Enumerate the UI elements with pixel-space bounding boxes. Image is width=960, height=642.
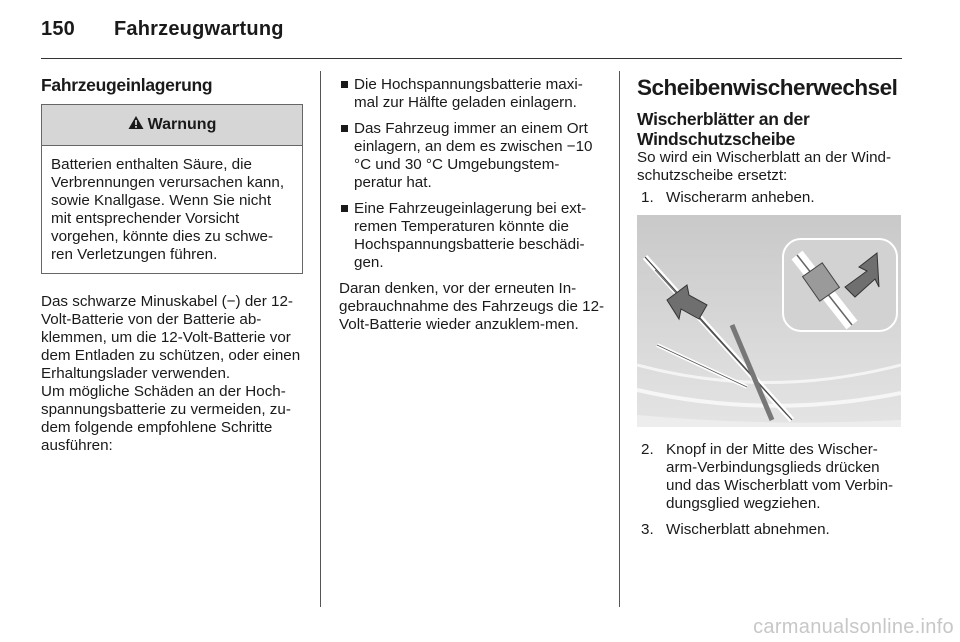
warning-label: Warnung (147, 116, 217, 133)
list-item: Eine Fahrzeugeinlagerung bei ext-remen Temperaturen könnte die Hochspannungsbatterie beschädi-gen. (339, 200, 605, 272)
chapter-title: Fahrzeugwartung (114, 18, 284, 40)
warning-header (42, 105, 302, 146)
list-item: 2. Knopf in der Mitte des Wischer-arm-Verbindungsglieds drücken und das Wischerblatt vom Verbin-dungsglied wegziehen. (641, 441, 894, 512)
list-item: 1. Wischerarm anheben. (641, 189, 815, 206)
list-item: 3. Wischerblatt abnehmen. (641, 521, 830, 538)
column-left (41, 76, 303, 455)
square-bullet-icon (341, 81, 348, 88)
section-title-wiper: Scheibenwischerwechsel (637, 75, 898, 100)
column-middle (339, 76, 605, 334)
list-item: Die Hochspannungsbatterie maxi-mal zur Hälfte geladen einlagern. (339, 76, 605, 112)
watermark: carmanualsonline.info (753, 616, 954, 638)
square-bullet-icon (341, 125, 348, 132)
column-divider-1 (320, 71, 321, 607)
paragraph-minus-cable: Das schwarze Minuskabel (−) der 12-Volt-Batterie von der Batterie ab-klemmen, um die 12-Volt-Batterie vor dem Entladen zu schützen, oder einen Erhaltungslader verwenden. (41, 293, 301, 382)
warning-text: Batterien enthalten Säure, die Verbrennungen verursachen kann, sowie Knallgase. Wenn Sie nicht mit entsprechender Vorsicht vorgehen, könnte dies zu schwe-ren Verletzungen führen. (51, 156, 285, 263)
paragraph-high-voltage: Um mögliche Schäden an der Hoch-spannungsbatterie zu vermeiden, zu-dem folgende empfohlene Schritte ausführen: (41, 383, 291, 454)
wiper-illustration (637, 215, 901, 427)
warning-box (41, 104, 303, 274)
paragraph-reconnect: Daran denken, vor der erneuten In-gebrauchnahme des Fahrzeugs die 12-Volt-Batterie wieder anzuklem-men. (339, 280, 605, 333)
page-number: 150 (41, 18, 75, 40)
list-item: Das Fahrzeug immer an einem Ort einlagern, an dem es zwischen −10 °C und 30 °C Umgebungstem-peratur hat. (339, 120, 605, 192)
steps-list-continued (637, 441, 902, 539)
intro-text: So wird ein Wischerblatt an der Wind-schutzscheibe ersetzt: (637, 149, 892, 184)
header-rule (41, 58, 902, 59)
warning-triangle-icon (128, 115, 144, 135)
section-title: Fahrzeugeinlagerung (41, 75, 213, 95)
column-divider-2 (619, 71, 620, 607)
steps-list (637, 189, 902, 207)
column-right (637, 76, 902, 547)
subsection-title: Wischerblätter an der Windschutzscheibe (637, 109, 810, 149)
bullet-list (339, 76, 605, 272)
page-header (41, 18, 284, 41)
square-bullet-icon (341, 205, 348, 212)
